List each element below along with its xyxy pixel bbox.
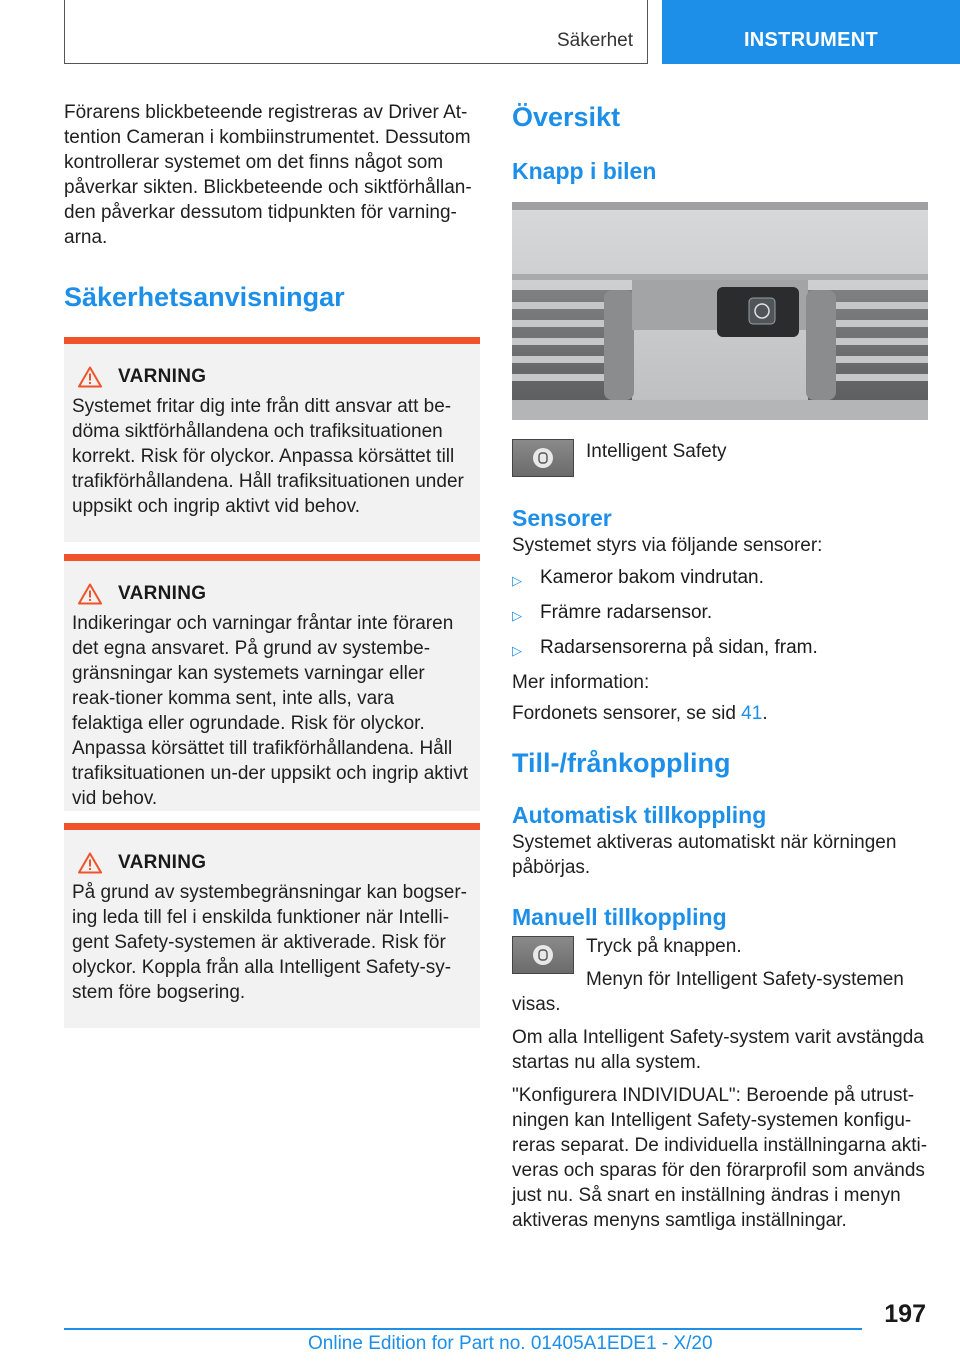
warning-box-2 — [64, 554, 480, 811]
warning-triangle-icon — [78, 583, 102, 605]
car-button-photo — [512, 202, 928, 420]
manual-paragraph-1: Om alla Intelligent Safety-system varit avstängda startas nu alla system. — [512, 1027, 924, 1073]
page-number: 197 — [884, 1300, 926, 1328]
left-column — [64, 100, 480, 1028]
warning-title: VARNING — [118, 366, 207, 387]
right-column — [512, 100, 928, 1233]
list-item: ▷ Kameror bakom vindrutan. — [512, 565, 928, 593]
page-reference-link[interactable]: 41 — [741, 703, 763, 724]
header-section-box — [64, 0, 648, 64]
manual-menu-text: Menyn för Intelligent Safety-systemen visas. — [512, 969, 904, 1015]
manual-heading: Manuell tillkoppling — [512, 904, 727, 930]
chapter-tab[interactable] — [662, 0, 960, 64]
intro-paragraph: Förarens blickbeteende registreras av Driver At-tention Cameran i kombiinstrumentet. Dessutom kontrollerar systemet om det finns något som påverkar sikten. Blickbeteende och siktförhållan-den påverkar dessutom tidpunkten för varning-arna. — [64, 102, 472, 248]
intelligent-safety-button-icon — [512, 936, 574, 974]
manual-step: Tryck på knappen. — [586, 936, 742, 957]
list-item: ▷ Främre radarsensor. — [512, 600, 928, 628]
chapter-tab-label: INSTRUMENT — [743, 28, 879, 51]
bullet-triangle-icon: ▷ — [512, 643, 522, 658]
sensor-list — [512, 565, 928, 663]
warning-box-3 — [64, 823, 480, 1028]
onoff-heading: Till-/frånkoppling — [512, 748, 731, 778]
section-title: Säkerhet — [556, 30, 633, 51]
auto-heading: Automatisk tillkoppling — [512, 802, 767, 828]
more-info-label: Mer information: — [512, 672, 650, 693]
intelligent-safety-button-icon — [512, 439, 574, 477]
warning-title: VARNING — [118, 583, 207, 604]
bullet-triangle-icon: ▷ — [512, 608, 522, 623]
warning-text: Indikeringar och varningar fråntar inte föraren det egna ansvaret. På grund av systembe-gränsningar kan systemets varningar eller reak-tioner komma sent, inte alls, vara felaktiga eller ogrundade. Risk för olyckor. Anpassa körsättet till trafikförhållandena. Håll trafiksituationen un-der uppsikt och ingrip aktivt vid behov. — [72, 613, 469, 809]
edition-footer: Online Edition for Part no. 01405A1EDE1 - X/20 — [308, 1333, 713, 1354]
warning-triangle-icon — [78, 852, 102, 874]
button-heading: Knapp i bilen — [512, 158, 657, 184]
manual-paragraph-2: "Konfigurera INDIVIDUAL": Beroende på utrust-ningen kan Intelligent Safety-systemen konfigu-reras separat. De individuella inställningarna akti-veras och sparas för den förarprofil som används just nu. Så snart en inställning ändras i menyn aktiveras menyns samtliga inställningar. — [512, 1085, 928, 1231]
warning-title: VARNING — [118, 852, 207, 873]
warning-header — [72, 583, 470, 605]
warning-header — [72, 366, 470, 388]
bullet-triangle-icon: ▷ — [512, 573, 522, 588]
safety-heading: Säkerhetsanvisningar — [64, 282, 345, 312]
auto-text: Systemet aktiveras automatiskt när körningen påbörjas. — [512, 832, 897, 878]
footer-divider — [64, 1328, 862, 1330]
warning-box-1 — [64, 337, 480, 542]
button-legend — [512, 439, 928, 477]
warning-text: Systemet fritar dig inte från ditt ansvar att be-döma siktförhållandena och trafiksituationen korrekt. Risk för olyckor. Anpassa körsättet till trafikförhållandena. Håll trafiksituationen under uppsikt och ingrip aktivt vid behov. — [72, 396, 464, 517]
warning-header — [72, 852, 470, 874]
sensors-intro: Systemet styrs via följande sensorer: — [512, 535, 823, 556]
overview-heading: Översikt — [512, 102, 621, 132]
manual-block — [512, 934, 928, 1017]
warning-text: På grund av systembegränsningar kan bogser-ing leda till fel i enskilda funktioner när Intelli-gent Safety-systemen är aktiverade. Risk för olyckor. Koppla från alla Intelligent Safety-sy-stem före bogsering. — [72, 882, 468, 1003]
button-caption: Intelligent Safety — [586, 441, 727, 462]
warning-triangle-icon — [78, 366, 102, 388]
sensors-heading: Sensorer — [512, 505, 612, 531]
dashboard-vents-illustration — [512, 202, 928, 420]
list-item: ▷ Radarsensorerna på sidan, fram. — [512, 635, 928, 663]
sensors-reference: Fordonets sensorer, se sid 41. — [512, 703, 768, 724]
